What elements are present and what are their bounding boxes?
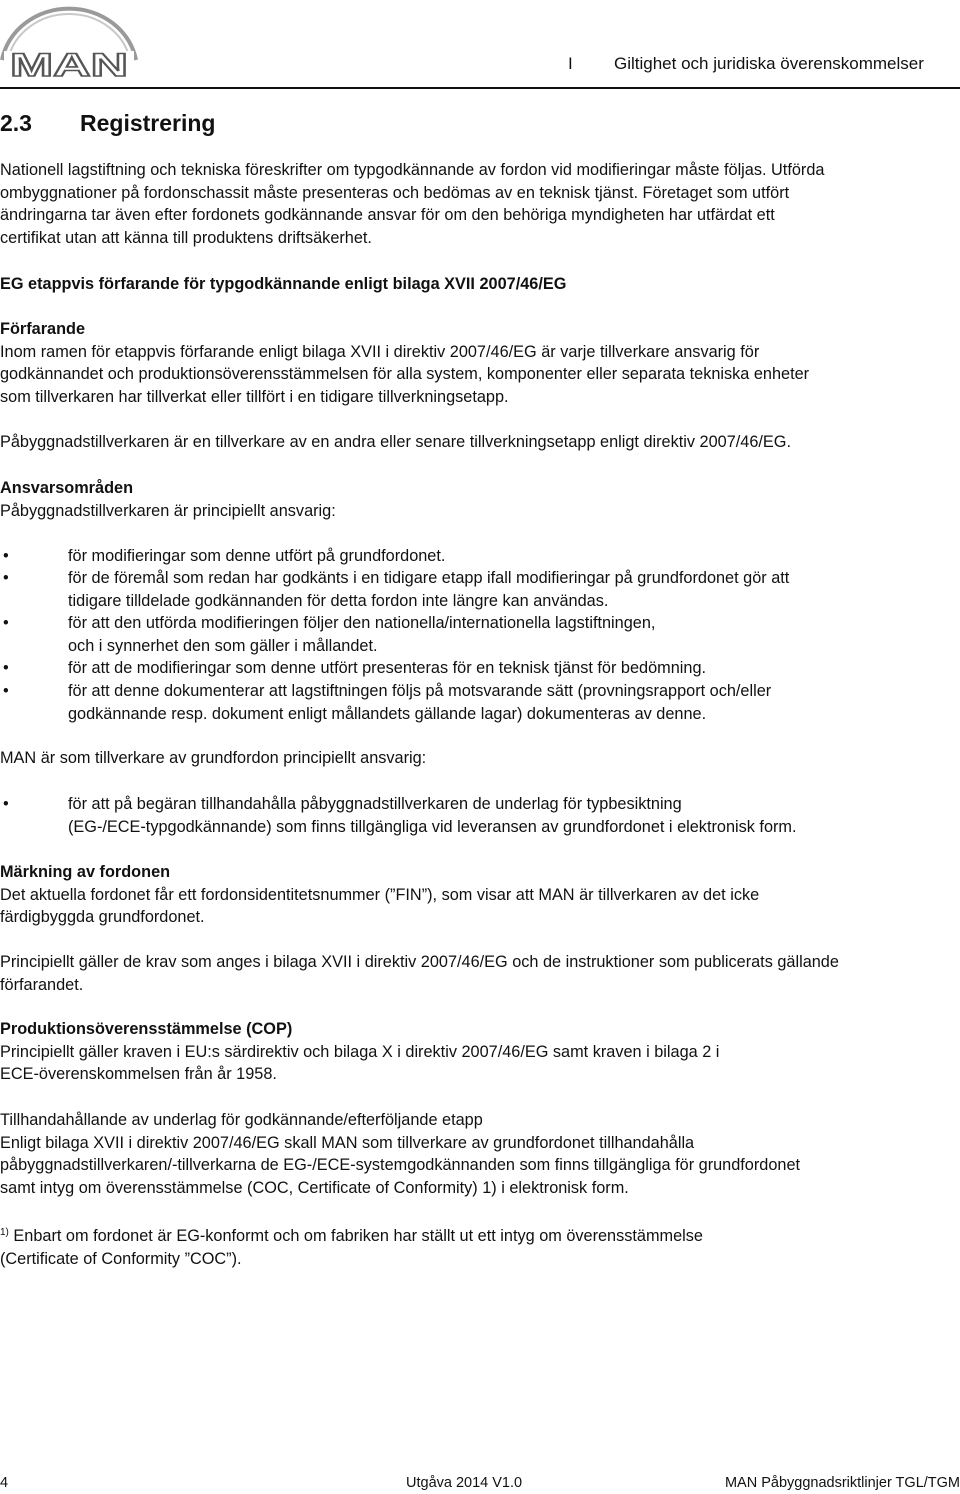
- subheading: Märkning av fordonen: [0, 863, 171, 881]
- text-line: påbyggnadstillverkaren/-tillverkarna de EG-/ECE-systemgodkännanden som finns tillgängliga för grundfordonet: [0, 1156, 801, 1175]
- text-line: för de föremål som redan har godkänts i en tidigare etapp ifall modifieringar på grundfordonet gör att: [68, 569, 790, 587]
- chapter-title: Giltighet och juridiska överenskommelser: [614, 54, 924, 73]
- chapter-number: I: [568, 54, 573, 73]
- section-heading: [0, 112, 215, 135]
- forfarande-section: [0, 318, 960, 408]
- text-line: för att denne dokumenterar att lagstiftningen följs på motsvarande sätt (provningsrapport och/eller: [68, 682, 772, 700]
- man-resp-intro: MAN är som tillverkare av grundfordon principiellt ansvarig:: [0, 749, 427, 767]
- text-line: Inom ramen för etappvis förfarande enligt bilaga XVII i direktiv 2007/46/EG är varje tillverkare ansvarig för: [0, 342, 760, 361]
- page-number: 4: [0, 1475, 9, 1491]
- text-line: ombyggnationer på fordonschassit måste presenteras och bedömas av en teknisk tjänst. Företaget som utfört: [0, 183, 790, 202]
- subheading: Produktionsöverensstämmelse (COP): [0, 1020, 293, 1038]
- principiellt-paragraph: [0, 951, 960, 996]
- bullet: •: [3, 614, 9, 632]
- text-line: för att den utförda modifieringen följer den nationella/internationella lagstiftningen,: [68, 614, 656, 632]
- intro-paragraph: [0, 159, 960, 249]
- text-line: tidigare tilldelade godkännanden för detta fordon inte längre kan användas.: [68, 591, 609, 610]
- text-line: Påbyggnadstillverkaren är principiellt ansvarig:: [0, 501, 336, 520]
- cop-section: [0, 1018, 960, 1086]
- text-line: för att på begäran tillhandahålla påbyggnadstillverkaren de underlag för typbesiktning: [68, 795, 682, 813]
- markning-section: [0, 861, 960, 929]
- man-logo: [0, 0, 138, 84]
- edition-label: Utgåva 2014 V1.0: [406, 1475, 523, 1491]
- text-line: ändringarna tar även efter fordonets godkännande ansvar för om den behöriga myndigheten har utfärdat ett: [0, 206, 775, 225]
- text-line: Nationell lagstiftning och tekniska föreskrifter om typgodkännande av fordon vid modifieringar måste följas. Utförda: [0, 161, 825, 179]
- text-line: och i synnerhet den som gäller i mållandet.: [68, 636, 378, 655]
- footnote: [0, 1222, 960, 1270]
- text-line: Enligt bilaga XVII i direktiv 2007/46/EG skall MAN som tillverkare av grundfordonet tillhandahålla: [0, 1133, 695, 1152]
- text-line: samt intyg om överensstämmelse (COC, Certificate of Conformity) 1) i elektronisk form.: [0, 1178, 629, 1197]
- text-line: godkännande resp. dokument enligt mållandets gällande lagar) dokumenteras av denne.: [68, 704, 707, 723]
- bullet: •: [3, 547, 9, 565]
- subheading: Ansvarsområden: [0, 479, 134, 497]
- text-line: Principiellt gäller kraven i EU:s särdirektiv och bilaga X i direktiv 2007/46/EG samt kraven i bilaga 2 i: [0, 1042, 720, 1061]
- eg-heading: EG etappvis förfarande för typgodkännande enligt bilaga XVII 2007/46/EG: [0, 275, 567, 293]
- text-line: för att de modifieringar som denne utfört presenteras för en teknisk tjänst för bedömning.: [68, 659, 707, 677]
- subheading: Tillhandahållande av underlag för godkännande/efterföljande etapp: [0, 1111, 483, 1129]
- bullet: •: [3, 659, 9, 677]
- header-divider: [0, 87, 960, 89]
- text-line: Det aktuella fordonet får ett fordonsidentitetsnummer (”FIN”), som visar att MAN är tillverkaren av det icke: [0, 885, 760, 904]
- subheading: Förfarande: [0, 320, 86, 338]
- section-number: 2.3: [0, 110, 32, 136]
- bullet: •: [3, 795, 9, 813]
- text-line: ECE-överenskommelsen från år 1958.: [0, 1065, 277, 1084]
- text-line: färdigbyggda grundfordonet.: [0, 908, 205, 927]
- logo-text: MAN: [10, 47, 128, 83]
- ansvar-section: [0, 477, 960, 522]
- text-line: Principiellt gäller de krav som anges i bilaga XVII i direktiv 2007/46/EG och de instruktioner som publicerats gällande: [0, 953, 839, 971]
- text-line: för modifieringar som denne utfört på grundfordonet.: [68, 547, 446, 565]
- text-line: som tillverkaren har tillverkat eller tillfört i en tidigare tillverkningsetapp.: [0, 387, 509, 406]
- text-line: (Certificate of Conformity ”COC”).: [0, 1249, 242, 1268]
- text-line: förfarandet.: [0, 975, 84, 994]
- section-title: Registrering: [80, 110, 216, 136]
- text-line: godkännandet och produktionsöverensstämmelsen för alla system, komponenter eller separata tekniska enheter: [0, 365, 810, 384]
- tillhanda-section: [0, 1109, 960, 1199]
- pabyggnad-paragraph: Påbyggnadstillverkaren är en tillverkare av en andra eller senare tillverkningsetapp enligt direktiv 2007/46/EG.: [0, 433, 791, 451]
- bullet: •: [3, 569, 9, 587]
- page-header: [0, 0, 960, 92]
- footnote-marker: 1): [0, 1227, 9, 1238]
- bullet: •: [3, 682, 9, 700]
- text-line: (EG-/ECE-typgodkännande) som finns tillgängliga vid leveransen av grundfordonet i elektronisk form.: [68, 817, 797, 836]
- document-title: MAN Påbyggnadsriktlinjer TGL/TGM: [724, 1475, 960, 1491]
- text-line: Enbart om fordonet är EG-konformt och om fabriken har ställt ut ett intyg om överensstämmelse: [8, 1227, 703, 1245]
- text-line: certifikat utan att känna till produktens driftsäkerhet.: [0, 228, 372, 247]
